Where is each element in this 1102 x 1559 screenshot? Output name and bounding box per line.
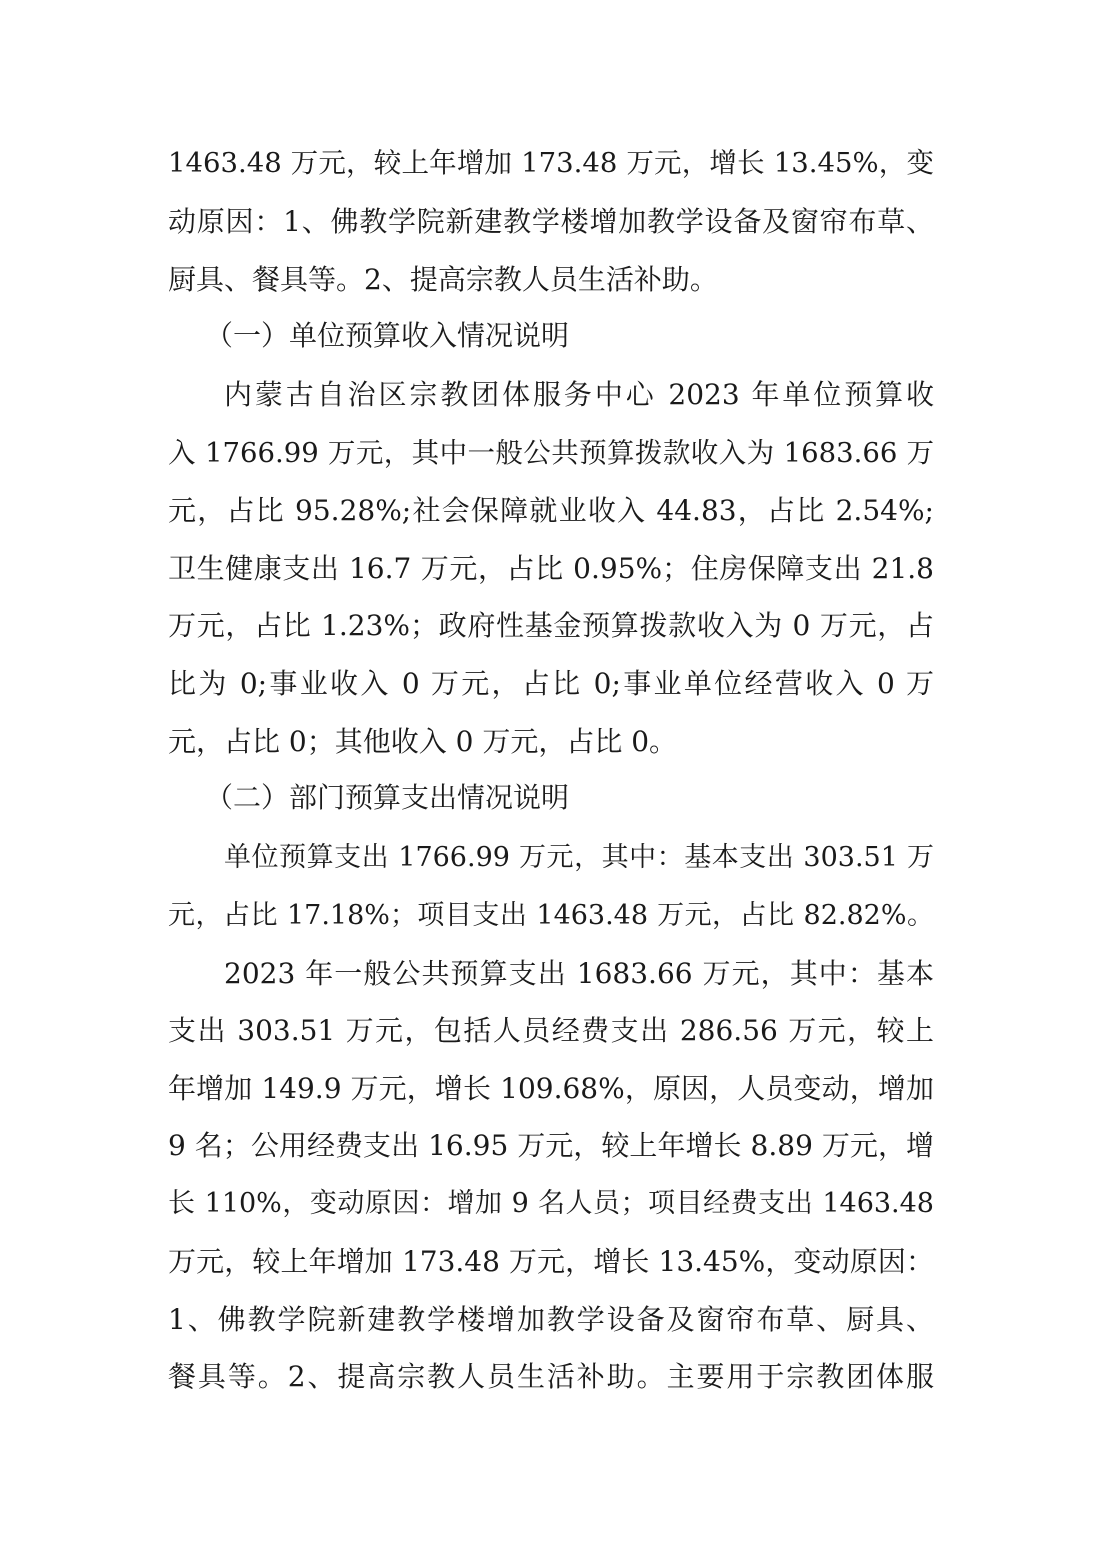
paragraph-line: 1463.48 万元，较上年增加 173.48 万元，增长 13.45%，变 bbox=[168, 147, 934, 179]
paragraph-line: 入 1766.99 万元，其中一般公共预算拨款收入为 1683.66 万 bbox=[168, 437, 934, 469]
paragraph-line: 餐具等。2、提高宗教人员生活补助。主要用于宗教团体服 bbox=[168, 1360, 934, 1393]
paragraph-line: 9 名；公用经费支出 16.95 万元，较上年增长 8.89 万元，增 bbox=[168, 1129, 934, 1162]
section-heading-expenditure: （二）部门预算支出情况说明 bbox=[205, 781, 570, 814]
section-heading-income: （一）单位预算收入情况说明 bbox=[205, 319, 570, 352]
paragraph-line: 万元，占比 1.23%；政府性基金预算拨款收入为 0 万元，占 bbox=[168, 609, 934, 642]
paragraph-line: 支出 303.51 万元，包括人员经费支出 286.56 万元，较上 bbox=[168, 1014, 934, 1047]
paragraph-line: 内蒙古自治区宗教团体服务中心 2023 年单位预算收 bbox=[224, 378, 934, 411]
paragraph-line: 元，占比 17.18%；项目支出 1463.48 万元，占比 82.82%。 bbox=[168, 900, 934, 931]
paragraph-line: 动原因：1、佛教学院新建教学楼增加教学设备及窗帘布草、 bbox=[168, 205, 934, 238]
paragraph-line: 厨具、餐具等。2、提高宗教人员生活补助。 bbox=[168, 263, 718, 296]
paragraph-line: 卫生健康支出 16.7 万元，占比 0.95%；住房保障支出 21.8 bbox=[168, 552, 934, 585]
paragraph-line: 1、佛教学院新建教学楼增加教学设备及窗帘布草、厨具、 bbox=[168, 1303, 934, 1336]
paragraph-line: 长 110%，变动原因：增加 9 名人员；项目经费支出 1463.48 bbox=[168, 1188, 934, 1219]
paragraph-line: 2023 年一般公共预算支出 1683.66 万元，其中：基本 bbox=[224, 957, 934, 990]
paragraph-line: 元，占比 0；其他收入 0 万元，占比 0。 bbox=[168, 725, 678, 758]
paragraph-line: 年增加 149.9 万元，增长 109.68%，原因，人员变动，增加 bbox=[168, 1072, 934, 1105]
paragraph-line: 元，占比 95.28%;社会保障就业收入 44.83，占比 2.54%; bbox=[168, 494, 934, 527]
paragraph-line: 单位预算支出 1766.99 万元，其中：基本支出 303.51 万 bbox=[224, 842, 934, 873]
paragraph-line: 比为 0;事业收入 0 万元，占比 0;事业单位经营收入 0 万 bbox=[168, 667, 934, 700]
paragraph-line: 万元，较上年增加 173.48 万元，增长 13.45%，变动原因： bbox=[168, 1245, 934, 1278]
